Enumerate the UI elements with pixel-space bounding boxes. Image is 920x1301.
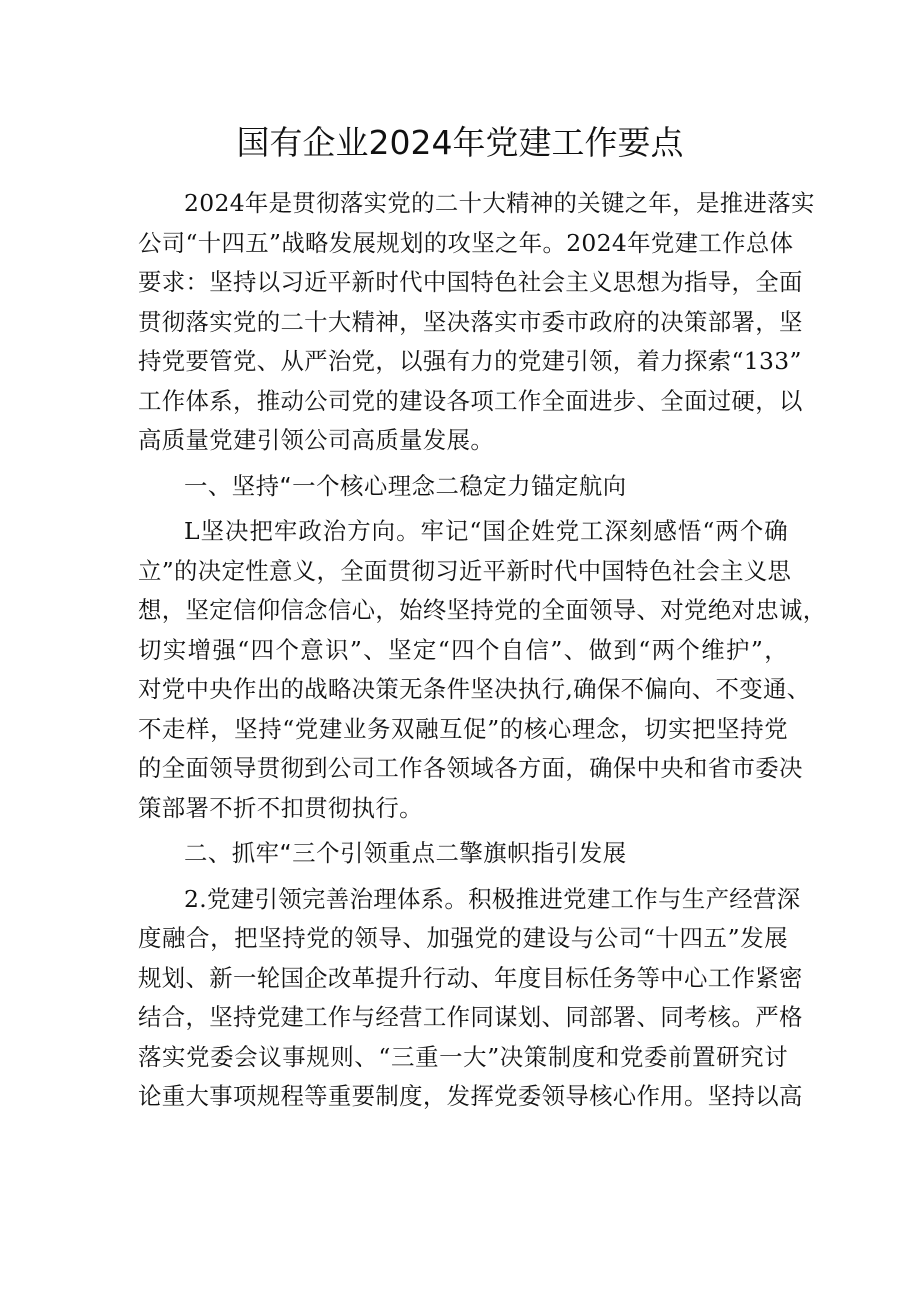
section-heading-1: 一、坚持“一个核心理念二稳定力锚定航向 bbox=[184, 471, 627, 500]
section1-line: 切实增强“四个意识”、坚定“四个自信”、做到“两个维护”， bbox=[138, 635, 788, 664]
section1-line: 策部署不折不扣贯彻执行。 bbox=[138, 793, 423, 822]
section1-line: L坚决把牢政治方向。牢记“国企姓党工深刻感悟“两个确 bbox=[184, 517, 788, 545]
intro-paragraph bbox=[138, 184, 815, 461]
section-heading-2: 二、抓牢“三个引领重点二擎旗帜指引发展 bbox=[184, 839, 627, 867]
section2-line: 度融合，把坚持党的领导、加强党的建设与公司“十四五”发展 bbox=[138, 924, 788, 952]
section1-paragraph bbox=[138, 512, 827, 828]
intro-line: 持党要管党、从严治党，以强有力的党建引领，着力探索“133” bbox=[138, 347, 802, 375]
section1-line: 对党中央作出的战略决策无条件坚决执行,确保不偏向、不变通、 bbox=[138, 675, 811, 703]
intro-line: 要求：坚持以习近平新时代中国特色社会主义思想为指导，全面 bbox=[138, 268, 803, 296]
section1-line: 的全面领导贯彻到公司工作各领域各方面，确保中央和省市委决 bbox=[138, 754, 803, 782]
document-body bbox=[138, 150, 827, 1117]
intro-line: 工作体系，推动公司党的建设各项工作全面进步、全面过硬，以 bbox=[138, 386, 803, 415]
intro-line: 高质量党建引领公司高质量发展。 bbox=[138, 426, 495, 454]
section2-line: 论重大事项规程等重要制度，发挥党委领导核心作用。坚持以高 bbox=[138, 1082, 803, 1110]
intro-line: 贯彻落实党的二十大精神，坚决落实市委市政府的决策部署，坚 bbox=[138, 307, 803, 336]
section1-line: 立”的决定性意义，全面贯彻习近平新时代中国特色社会主义思 bbox=[138, 556, 792, 585]
section1-line: 不走样，坚持“党建业务双融互促”的核心理念，切实把坚持党 bbox=[138, 714, 788, 743]
section1-line: 想，坚定信仰信念信心，始终坚持党的全面领导、对党绝对忠诚， bbox=[138, 596, 827, 624]
intro-line: 公司“十四五”战略发展规划的攻坚之年。2024年党建工作总体 bbox=[138, 228, 794, 257]
section2-line: 落实党委会议事规则、“三重一大”决策制度和党委前置研究讨 bbox=[138, 1042, 788, 1071]
document-title: 国有企业2024年党建工作要点 bbox=[236, 123, 684, 162]
section2-line: 规划、新一轮国企改革提升行动、年度目标任务等中心工作紧密 bbox=[138, 963, 803, 992]
section2-line: 结合，坚持党建工作与经营工作同谋划、同部署、同考核。严格 bbox=[138, 1003, 803, 1031]
intro-line: 2024年是贯彻落实党的二十大精神的关键之年，是推进落实 bbox=[184, 189, 815, 217]
section2-paragraph bbox=[138, 880, 803, 1117]
section2-line: 2.党建引领完善治理体系。积极推进党建工作与生产经营深 bbox=[184, 884, 801, 913]
